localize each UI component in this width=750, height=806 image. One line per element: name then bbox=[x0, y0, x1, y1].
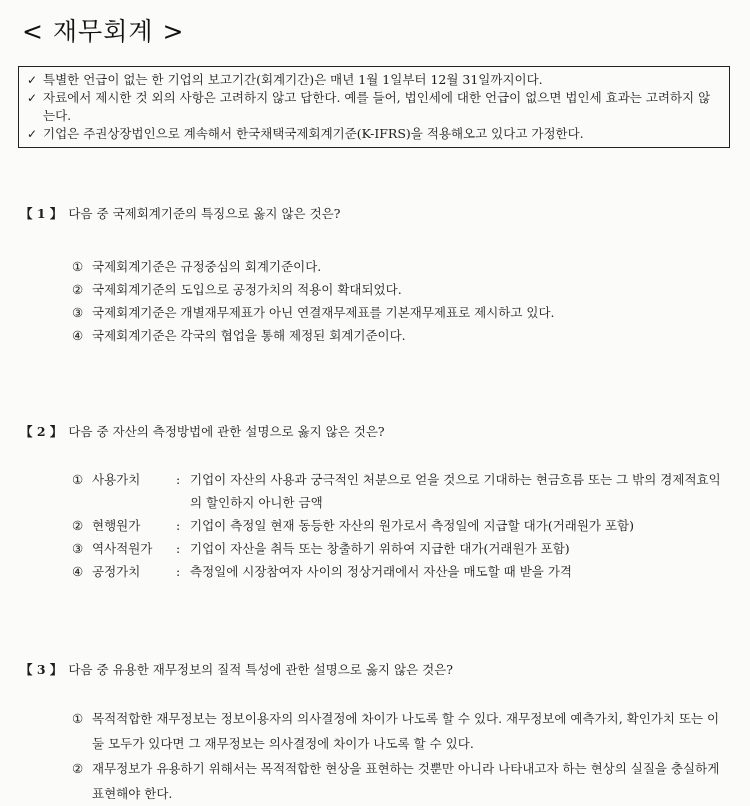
option-mark: ② bbox=[72, 761, 84, 776]
question-3 bbox=[20, 661, 453, 679]
option-text: 국제회계기준의 도입으로 공정가치의 적용이 확대되었다. bbox=[92, 282, 402, 297]
option-text: 국제회계기준은 각국의 협업을 통해 제정된 회계기준이다. bbox=[92, 328, 406, 343]
option-mark: ① bbox=[72, 259, 84, 274]
option-item[interactable] bbox=[72, 301, 712, 324]
option-item[interactable] bbox=[72, 278, 712, 301]
option-item[interactable] bbox=[72, 537, 722, 560]
option-term: 공정가치 bbox=[92, 564, 141, 579]
assumption-text: 특별한 언급이 없는 한 기업의 보고기간(회계기간)은 매년 1월 1일부터 12월 31일까지이다. bbox=[43, 72, 543, 87]
assumption-item bbox=[27, 125, 719, 143]
option-mark: ① bbox=[72, 472, 84, 487]
option-mark: ③ bbox=[72, 541, 84, 556]
option-text: 기업이 측정일 현재 동등한 자산의 원가로서 측정일에 지급할 대가(거래원가 포함) bbox=[190, 518, 634, 533]
option-term: 사용가치 bbox=[92, 472, 141, 487]
option-mark: ① bbox=[72, 711, 84, 726]
option-text: 기업이 자산의 사용과 궁극적인 처분으로 얻을 것으로 기대하는 현금흐름 또는 그 밖의 경제적효익의 할인하지 아니한 금액 bbox=[190, 472, 721, 510]
question-number: 【 1 】 bbox=[20, 206, 63, 221]
option-mark: ④ bbox=[72, 328, 84, 343]
option-text: 목적적합한 재무정보는 정보이용자의 의사결정에 차이가 나도록 할 수 있다. 재무정보에 예측가치, 확인가치 또는 이 둘 모두가 있다면 그 재무정보는 의사결정에 차이가 나도록 할 수 있다. bbox=[92, 711, 720, 751]
question-2 bbox=[20, 423, 385, 441]
option-item[interactable] bbox=[72, 468, 722, 514]
option-item[interactable] bbox=[72, 706, 732, 756]
question-number: 【 2 】 bbox=[20, 424, 63, 439]
question-number: 【 3 】 bbox=[20, 662, 63, 677]
question-text: 다음 중 유용한 재무정보의 질적 특성에 관한 설명으로 옳지 않은 것은? bbox=[68, 662, 453, 677]
option-item[interactable] bbox=[72, 324, 712, 347]
option-mark: ② bbox=[72, 518, 84, 533]
question-3-options bbox=[72, 706, 732, 806]
option-mark: ③ bbox=[72, 305, 84, 320]
check-icon: ✓ bbox=[27, 127, 38, 141]
question-text: 다음 중 자산의 측정방법에 관한 설명으로 옳지 않은 것은? bbox=[68, 424, 385, 439]
assumptions-box bbox=[18, 66, 730, 148]
option-text: 재무정보가 유용하기 위해서는 목적적합한 현상을 표현하는 것뿐만 아니라 나타내고자 하는 현상의 실질을 충실하게 표현해야 한다. bbox=[92, 761, 720, 801]
option-mark: ④ bbox=[72, 564, 84, 579]
assumption-item bbox=[27, 71, 719, 89]
option-item[interactable] bbox=[72, 756, 732, 806]
option-colon: : bbox=[176, 518, 181, 533]
assumption-item bbox=[27, 89, 719, 125]
option-term: 역사적원가 bbox=[92, 541, 153, 556]
assumption-text: 기업은 주권상장법인으로 계속해서 한국채택국제회계기준(K-IFRS)을 적용해오고 있다고 가정한다. bbox=[43, 126, 584, 141]
option-colon: : bbox=[176, 564, 181, 579]
option-text: 국제회계기준은 규정중심의 회계기준이다. bbox=[92, 259, 322, 274]
question-1-options bbox=[72, 255, 712, 347]
option-text: 측정일에 시장참여자 사이의 정상거래에서 자산을 매도할 때 받을 가격 bbox=[190, 564, 572, 579]
option-colon: : bbox=[176, 472, 181, 487]
option-mark: ② bbox=[72, 282, 84, 297]
option-item[interactable] bbox=[72, 560, 722, 583]
option-item[interactable] bbox=[72, 514, 722, 537]
option-item[interactable] bbox=[72, 255, 712, 278]
check-icon: ✓ bbox=[27, 73, 38, 87]
page-title: < 재무회계 > bbox=[22, 17, 185, 46]
assumption-text: 자료에서 제시한 것 외의 사항은 고려하지 않고 답한다. 예를 들어, 법인세에 대한 언급이 없으면 법인세 효과는 고려하지 않는다. bbox=[43, 90, 711, 123]
check-icon: ✓ bbox=[27, 91, 38, 105]
question-2-options bbox=[72, 468, 722, 583]
option-term: 현행원가 bbox=[92, 518, 141, 533]
question-text: 다음 중 국제회계기준의 특징으로 옳지 않은 것은? bbox=[68, 206, 341, 221]
question-1 bbox=[20, 205, 340, 223]
option-colon: : bbox=[176, 541, 181, 556]
option-text: 기업이 자산을 취득 또는 창출하기 위하여 지급한 대가(거래원가 포함) bbox=[190, 541, 570, 556]
option-text: 국제회계기준은 개별재무제표가 아닌 연결재무제표를 기본재무제표로 제시하고 있다. bbox=[92, 305, 555, 320]
